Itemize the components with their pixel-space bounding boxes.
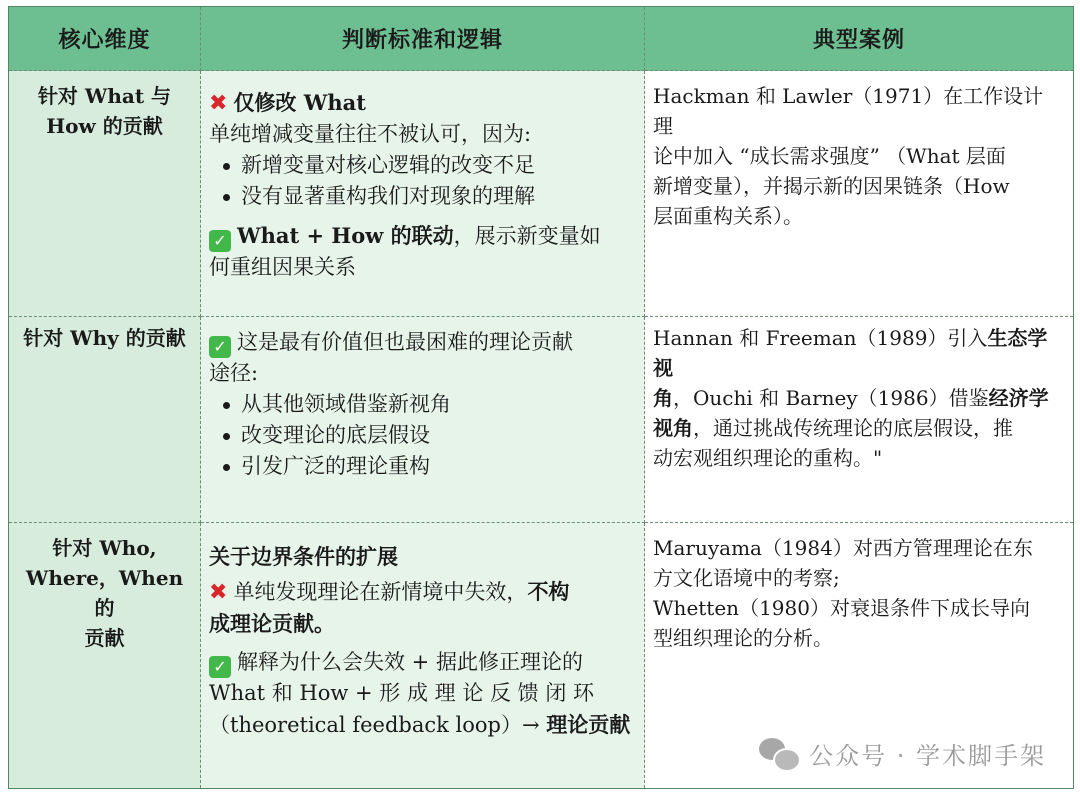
cross-mark-icon: ✖ (209, 91, 228, 116)
row2-case: Hannan 和 Freeman（1989）引入生态学视 角，Ouchi 和 Barney（1986）借鉴经济学 视角，通过挑战传统理论的底层假设，推 动宏观组织理论的重构。" (645, 317, 1073, 523)
list-item: 新增变量对核心逻辑的改变不足 (221, 150, 638, 181)
row1-case: Hackman 和 Lawler（1971）在工作设计理 论中加入 “成长需求强度” （What 层面 新增变量），并揭示新的因果链条（How 层面重构关系）。 (645, 71, 1073, 317)
row1-check-line: ✓ What + How 的联动，展示新变量如 (209, 220, 638, 252)
row2-check-line: ✓ 这是最有价值但也最困难的理论贡献 (209, 327, 638, 358)
row2-judgement: ✓ 这是最有价值但也最困难的理论贡献 途径: 从其他领域借鉴新视角 改变理论的底层假设 引发广泛的理论重构 (201, 317, 645, 523)
list-item: 没有显著重构我们对现象的理解 (221, 181, 638, 212)
row3-case: Maruyama（1984）对西方管理理论在东 方文化语境中的考察; Whetten（1980）对衰退条件下成长导向 型组织理论的分析。 (645, 523, 1073, 788)
row1-intro: 单纯增减变量往往不被认可，因为: (209, 122, 532, 146)
list-item: 改变理论的底层假设 (221, 420, 638, 451)
check-mark-icon: ✓ (209, 230, 231, 252)
row1-judgement: ✖ 仅修改 What 单纯增减变量往往不被认可，因为: 新增变量对核心逻辑的改变不足 没有显著重构我们对现象的理解 ✓ What + How 的联动，展示新变量如 何重组因果关系 (201, 71, 645, 317)
list-item: 从其他领域借鉴新视角 (221, 389, 638, 420)
cross-mark-icon: ✖ (209, 580, 228, 605)
check-mark-icon: ✓ (209, 656, 231, 678)
header-judgement: 判断标准和逻辑 (201, 7, 645, 71)
row1-cross-title: ✖ 仅修改 What (209, 90, 366, 116)
header-cases: 典型案例 (645, 7, 1073, 71)
list-item: 引发广泛的理论重构 (221, 451, 638, 482)
row3-title: 关于边界条件的扩展 (209, 544, 398, 569)
row1-dimension: 针对 What 与 How 的贡献 (9, 71, 201, 317)
row2-dimension: 针对 Why 的贡献 (9, 317, 201, 523)
contribution-table (8, 6, 1074, 789)
check-mark-icon: ✓ (209, 336, 231, 358)
wechat-icon (759, 738, 799, 770)
watermark-text: 公众号 · 学术脚手架 (809, 742, 1046, 770)
watermark (759, 736, 1046, 771)
row3-cross-line: ✖ 单纯发现理论在新情境中失效，不构 (209, 579, 570, 605)
row3-check-line: ✓ 解释为什么会失效 + 据此修正理论的 (209, 647, 638, 678)
row2-bullet-list (209, 389, 638, 482)
row1-bullet-list (209, 150, 638, 212)
header-dimension: 核心维度 (9, 7, 201, 71)
row3-judgement: 关于边界条件的扩展 ✖ 单纯发现理论在新情境中失效，不构 成理论贡献。 ✓ 解释为什么会失效 + 据此修正理论的 What 和 How + 形 成 理 论 反 馈 闭 环 （theoretical feedback loop）→ 理论贡献 (201, 523, 645, 788)
row3-dimension: 针对 Who, Where，When 的 贡献 (9, 523, 201, 788)
